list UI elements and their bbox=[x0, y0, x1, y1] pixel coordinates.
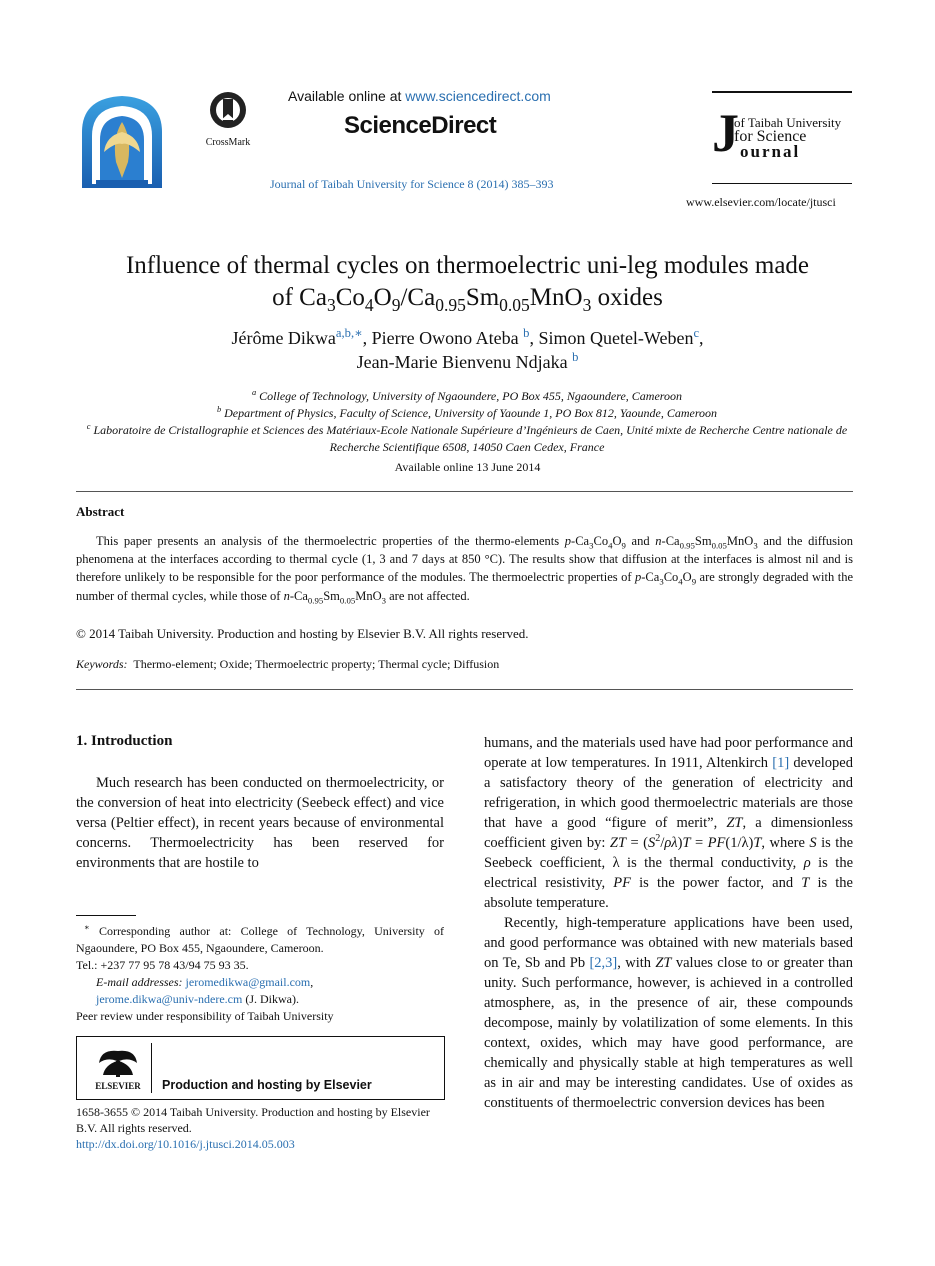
journal-logo bbox=[712, 103, 852, 163]
abstract-copyright: © 2014 Taibah University. Production and hosting by Elsevier B.V. All rights reserved. bbox=[76, 626, 529, 641]
title-line2: of $Ca_3Co_4O_9/Ca_{0.95}Sm_{0.05}MnO_3$ oxides bbox=[272, 284, 663, 315]
email-link-2[interactable]: jerome.dikwa@univ-ndere.cm bbox=[96, 992, 243, 1006]
crossmark-label: CrossMark bbox=[205, 137, 251, 148]
journal-logo-line3: ournal bbox=[740, 142, 801, 161]
journal-citation: Journal of Taibah University for Science 8 (2014) 385–393 bbox=[270, 177, 554, 191]
email-line-2: jerome.dikwa@univ-ndere.cm (J. Dikwa). bbox=[96, 992, 299, 1006]
section-heading-introduction: 1. Introduction bbox=[76, 733, 173, 749]
divider bbox=[76, 491, 853, 492]
affiliation: $^b$ Department of Physics, Faculty of Science, University of Yaounde 1, PO Box 812, Yaounde, Cameroon bbox=[216, 405, 718, 420]
journal-logo-letter: J bbox=[712, 103, 739, 163]
author: Jérôme Dikwa$^{a,b,∗}$ bbox=[231, 326, 363, 348]
elsevier-tree-icon bbox=[87, 1043, 149, 1093]
journal-logo-rule-top bbox=[712, 91, 852, 93]
footnote-rule bbox=[76, 915, 136, 916]
hosting-divider bbox=[151, 1043, 152, 1093]
hosting-text: Production and hosting by Elsevier bbox=[162, 1078, 372, 1092]
intro-right-column bbox=[484, 733, 853, 1113]
hosting-box bbox=[76, 1036, 445, 1100]
affiliation: $^a$ College of Technology, University of Ngaoundere, PO Box 455, Ngaoundere, Cameroon bbox=[251, 388, 683, 403]
svg-text:ELSEVIER: ELSEVIER bbox=[95, 1081, 141, 1091]
university-logo bbox=[76, 92, 168, 192]
journal-url[interactable]: www.elsevier.com/locate/jtusci bbox=[686, 195, 836, 209]
affiliation: $^c$ Laboratoire de Cristallographie et Sciences des Matériaux-Ecole Nationale Supérieure d’Ingénieurs de Caen, Unité mixte de Recherche Centre nationale de Recherche Scientifique 6508, 14050 Caen Cedex, France bbox=[86, 422, 848, 454]
author: Simon Quetel-Weben$^c$ bbox=[538, 326, 700, 348]
abstract-text: This paper presents an analysis of the thermoelectric properties of the thermo-elements $p-Ca_3Co_4O_9$ and $n-Ca_{0.95}Sm_{0.05}MnO_3$ and the diffusion phenomena at the interfaces according to thermal cycle (1, 3 and 7 days at 850 °C). The results show that diffusion at the interfaces is almost nil and is therefore unlikely to be responsible for the poor performance of the modules. The thermoelectric properties of $p-Ca_3Co_4O_9$ are strongly degraded with the number of thermal cycles, while those of $n-Ca_{0.95}Sm_{0.05}MnO_3$ are not affected. bbox=[76, 534, 853, 606]
footnotes bbox=[76, 923, 444, 1025]
title-line1: Influence of thermal cycles on thermoelectric uni-leg modules made bbox=[125, 252, 810, 279]
intro-paragraph-continued: humans, and the materials used have had poor performance and operate at low temperatures. In 1911, Altenkirch [1] developed a satisfactory theory of the generation of electricity and refrigeration, in which good thermoelectric materials are those that have a good “figure of merit”, ZT, a dimensionless coefficient given by: ZT = $(S^2/\rho\lambda)T = PF(1/\lambda)T$, where S is the Seebeck coefficient, λ is the thermal conductivity, ρ is the electrical resistivity, PF is the power factor, and T is the absolute temperature. bbox=[484, 735, 854, 911]
author: Jean-Marie Bienvenu Ndjaka $^b$ bbox=[356, 350, 579, 372]
article-title bbox=[60, 250, 875, 314]
affiliations bbox=[72, 388, 862, 456]
journal-logo-line2: for Science bbox=[734, 128, 807, 145]
doi-link[interactable]: http://dx.doi.org/10.1016/j.jtusci.2014.05.003 bbox=[76, 1137, 295, 1151]
available-prefix: Available online at bbox=[288, 88, 406, 104]
author-list: Jérôme Dikwa$^{a,b,∗}$, Pierre Owono Ateba $^b$, Simon Quetel-Weben$^c$, Jean-Marie Bienvenu Ndjaka $^b$ bbox=[231, 326, 704, 372]
sciencedirect-link[interactable]: www.sciencedirect.com bbox=[405, 88, 551, 104]
keywords: Keywords: Thermo-element; Oxide; Thermoelectric property; Thermal cycle; Diffusion bbox=[76, 657, 500, 671]
crossmark-icon bbox=[208, 90, 248, 130]
issn-copyright: 1658-3655 © 2014 Taibah University. Production and hosting by Elsevier B.V. All rights reserved. bbox=[76, 1105, 430, 1135]
citation-link[interactable]: [2,3] bbox=[589, 955, 618, 971]
available-date: Available online 13 June 2014 bbox=[394, 460, 541, 474]
corresponding-mark: ∗ bbox=[354, 326, 363, 340]
corresponding-footnote: ∗ Corresponding author at: College of Technology, University of Ngaoundere, PO Box 455, Ngaoundere, Cameroon. bbox=[76, 923, 444, 955]
abstract-heading: Abstract bbox=[76, 504, 125, 519]
sciencedirect-wordmark: ScienceDirect bbox=[344, 112, 497, 139]
journal-logo-rule-bottom bbox=[712, 183, 852, 184]
citation-link[interactable]: [1] bbox=[772, 755, 790, 771]
intro-paragraph-1: Much research has been conducted on thermoelectricity, or the conversion of heat into electricity (Seebeck effect) and vice versa (Peltier effect), in recent years because of environmental concerns. Thermoelectricity has been reserved for environments that are hostile to bbox=[76, 775, 444, 871]
intro-paragraph-2: Recently, high-temperature applications have been used, and good performance was obtained with new materials based on Te, Sb and Pb [2,3], with ZT values close to or greater than unity. Such performance, however, is achieved in a controlled atmosphere, as, in the presence of air, these compounds decompose, mainly by volatilization of some elements. In this context, oxides, which may have good performance, are chemically and physically stable at high temperatures as well as in air and may be interesting candidates. Use of oxides as constituents of thermoelectric conversion devices has been bbox=[484, 915, 853, 1111]
email-line: E-mail addresses: jeromedikwa@gmail.com, bbox=[96, 975, 314, 989]
author: Pierre Owono Ateba $^b$ bbox=[371, 326, 530, 348]
journal-logo-line1: of Taibah University bbox=[734, 115, 842, 130]
crossmark-logo[interactable] bbox=[200, 90, 256, 150]
email-link-1[interactable]: jeromedikwa@gmail.com bbox=[185, 975, 311, 989]
peer-review-note: Peer review under responsibility of Taibah University bbox=[76, 1009, 334, 1023]
issn-block bbox=[76, 1104, 444, 1152]
telephone: Tel.: +237 77 95 78 43/94 75 93 35. bbox=[76, 958, 249, 972]
elsevier-logo bbox=[87, 1043, 149, 1093]
divider bbox=[76, 689, 853, 690]
available-online-line bbox=[288, 88, 551, 104]
